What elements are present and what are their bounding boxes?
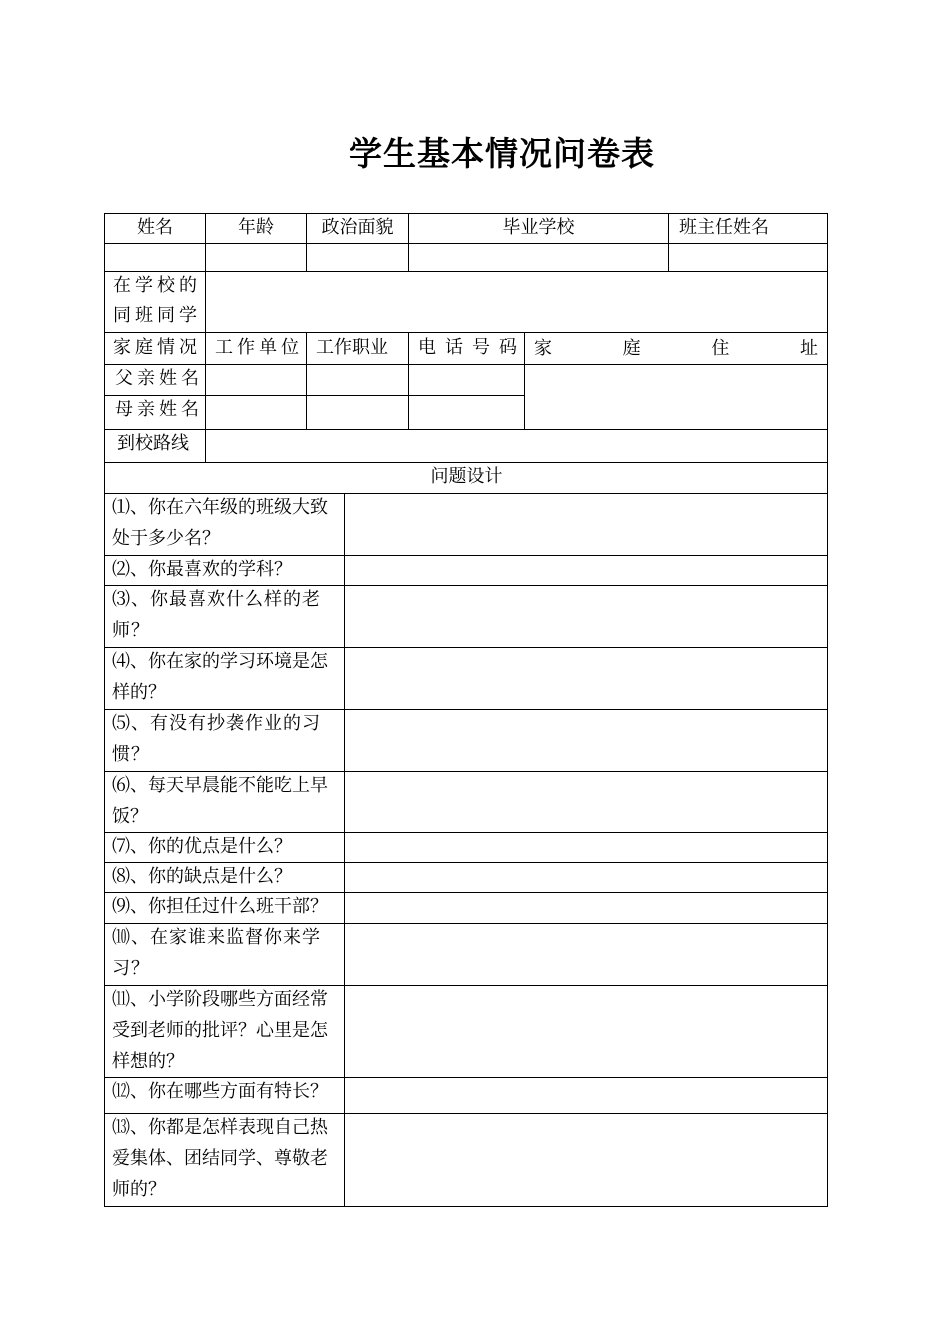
- row-divider: [104, 243, 828, 244]
- question-item: ⑻、你的缺点是什么？: [112, 866, 292, 887]
- question-item: ⑾、小学阶段哪些方面经常受到老师的批评？心里是怎样想的？: [112, 989, 328, 1072]
- header-political-status: 政治面貌: [321, 217, 394, 238]
- route-label: 到校路线: [117, 433, 189, 454]
- question-item: ⑹、每天早晨能不能吃上早饭？: [112, 775, 328, 827]
- family-job-title: 工作职业: [316, 337, 388, 358]
- header-head-teacher-name: 班主任姓名: [679, 217, 769, 238]
- col-divider: [306, 332, 307, 429]
- question-item: ⑸、有没有抄袭作业的习惯？: [112, 713, 321, 765]
- family-address-label: [534, 333, 818, 364]
- col-divider: [668, 213, 669, 271]
- family-work-unit: 工作单位: [215, 337, 303, 358]
- address-char: 家: [534, 338, 552, 359]
- classmates-label-line2: 同班同学: [113, 305, 201, 326]
- question-item: ⑼、你担任过什么班干部？: [112, 896, 328, 917]
- form-title: 学生基本情况问卷表: [349, 134, 655, 173]
- question-item: ⒀、你都是怎样表现自己热爱集体、团结同学、尊敬老师的？: [112, 1117, 328, 1200]
- question-item: ⑶、你最喜欢什么样的老师？: [112, 589, 321, 641]
- address-char: 住: [711, 338, 730, 359]
- col-divider: [205, 271, 206, 462]
- header-graduated-school: 毕业学校: [502, 217, 575, 238]
- address-char: 址: [799, 338, 818, 359]
- family-phone: 电话号码: [418, 337, 526, 358]
- mother-name-label: 母亲姓名: [115, 399, 203, 420]
- question-item: ⑴、你在六年级的班级大致处于多少名？: [112, 497, 328, 549]
- row-divider: [104, 364, 828, 365]
- father-name-label: 父亲姓名: [115, 368, 203, 389]
- questions-header: 问题设计: [430, 466, 503, 487]
- question-item: ⑿、你在哪些方面有特长？: [112, 1081, 328, 1102]
- family-label: 家庭情况: [113, 337, 201, 358]
- question-item: ⑺、你的优点是什么？: [112, 836, 292, 857]
- address-char: 庭: [622, 338, 641, 359]
- classmates-label-line1: 在学校的: [113, 275, 201, 296]
- header-age: 年龄: [238, 217, 274, 238]
- question-item: ⑵、你最喜欢的学科？: [112, 559, 292, 580]
- question-item: ⑷、你在家的学习环境是怎样的？: [112, 651, 328, 703]
- row-divider: [104, 271, 828, 272]
- col-divider: [408, 332, 409, 429]
- col-divider: [344, 493, 345, 1207]
- question-item: ⑽、在家谁来监督你来学习？: [112, 927, 321, 979]
- row-divider: [104, 429, 828, 430]
- header-name: 姓名: [137, 217, 173, 238]
